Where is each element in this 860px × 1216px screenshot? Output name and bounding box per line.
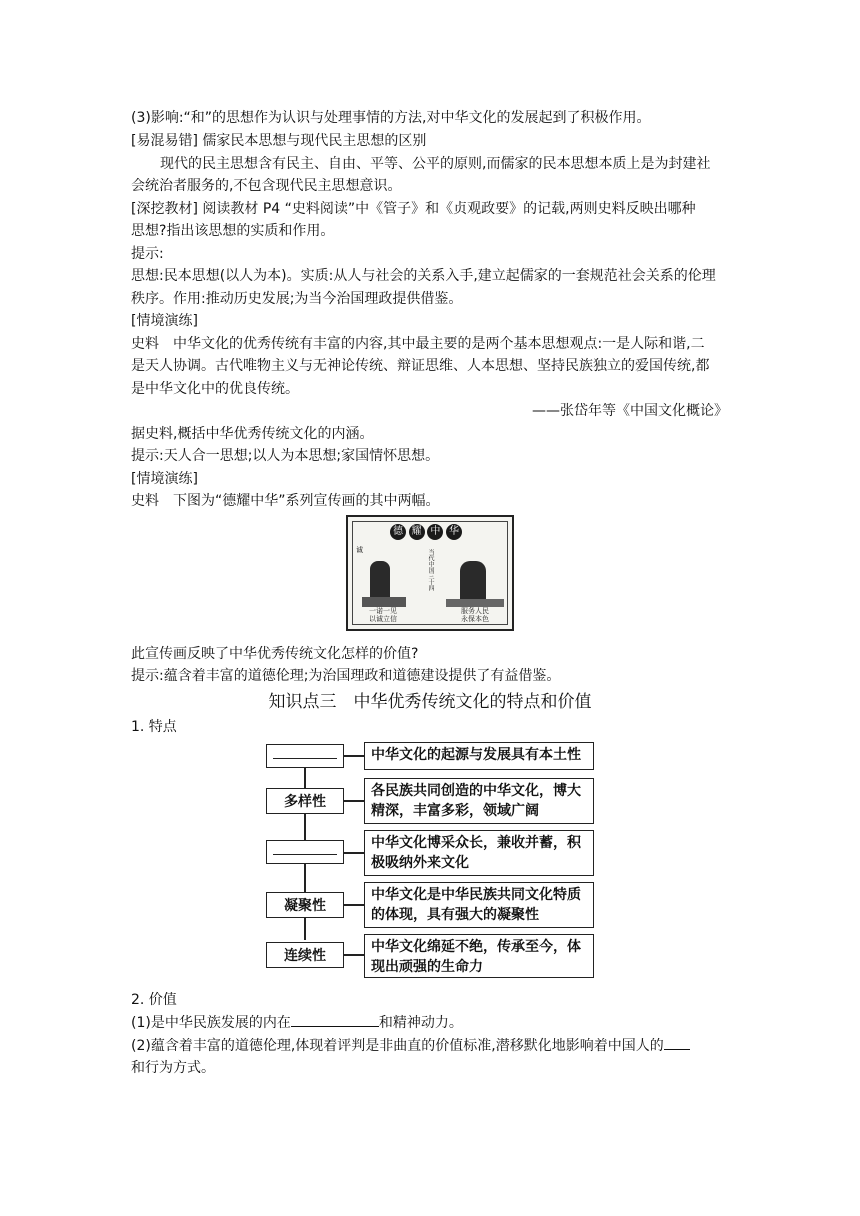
connector xyxy=(344,800,364,802)
paragraph-influence: (3)影响:“和”的思想作为认识与处理事情的方法,对中华文化的发展起到了积极作用。 xyxy=(131,110,651,126)
confusion-text-1: 现代的民主思想含有民主、自由、平等、公平的原则,而儒家的民本思想本质上是为封建社 xyxy=(160,156,711,172)
right-figure-base xyxy=(446,599,504,607)
banner-char: 耀 xyxy=(409,524,425,540)
connector xyxy=(344,904,364,906)
left-caption: 一诺一见 以诚立信 xyxy=(369,607,397,623)
feature-label-blank-1 xyxy=(266,744,344,768)
value-1-part-b: 和精神动力。 xyxy=(378,1015,463,1031)
right-caption: 服务人民 永保本色 xyxy=(461,607,489,623)
feature-label-blank-2 xyxy=(266,840,344,864)
hint-connotation: 提示:天人合一思想;以人为本思想;家国情怀思想。 xyxy=(131,448,440,464)
feature-desc-2: 各民族共同创造的中华文化，博大精深，丰富多彩，领域广阔 xyxy=(364,778,594,824)
source-text-2: 是天人协调。古代唯物主义与无神论传统、辩证思维、人本思想、坚持民族独立的爱国传统,都 xyxy=(131,358,710,374)
banner-char: 中 xyxy=(427,524,443,540)
poster-hint: 提示:蕴含着丰富的道德伦理;为治国理政和道德建设提供了有益借鉴。 xyxy=(131,668,561,684)
poster-banner xyxy=(390,521,462,545)
source-text-3: 是中华文化中的优良传统。 xyxy=(131,381,299,397)
poster-question: 此宣传画反映了中华优秀传统文化怎样的价值? xyxy=(131,646,419,662)
banner-char: 华 xyxy=(446,524,462,540)
value-1 xyxy=(131,1013,463,1033)
feature-label-continuity: 连续性 xyxy=(266,942,344,968)
value-2-cont: 和行为方式。 xyxy=(131,1060,215,1076)
banner-char: 德 xyxy=(390,524,406,540)
connector xyxy=(344,954,364,956)
feature-label-diversity: 多样性 xyxy=(266,788,344,814)
answer-1: 思想:民本思想(以人为本)。实质:从人与社会的关系入手,建立起儒家的一套规范社会关系的伦理 xyxy=(131,268,716,284)
fill-blank xyxy=(664,1037,690,1050)
left-figure-base xyxy=(362,597,406,607)
feature-label-cohesion: 凝聚性 xyxy=(266,892,344,918)
poster-center-text: 当代中国三十四 xyxy=(427,549,434,591)
poster-badge: 诚 xyxy=(356,546,363,554)
value-2 xyxy=(131,1036,690,1056)
confusion-text-2: 会统治者服务的,不包含现代民主思想意识。 xyxy=(131,178,402,194)
source-text-1: 史料 中华文化的优秀传统有丰富的内容,其中最主要的是两个基本思想观点:一是人际和谐,二 xyxy=(131,336,705,352)
citation: ——张岱年等《中国文化概论》 xyxy=(532,403,728,419)
value-1-part-a: (1)是中华民族发展的内在 xyxy=(131,1015,291,1031)
subheading-features: 1. 特点 xyxy=(131,719,177,735)
connector xyxy=(344,852,364,854)
textbook-question-2: 思想?指出该思想的实质和作用。 xyxy=(131,223,335,239)
feature-desc-5: 中华文化绵延不绝，传承至今，体现出顽强的生命力 xyxy=(364,934,594,978)
answer-2: 秩序。作用:推动历史发展;为当今治国理政提供借鉴。 xyxy=(131,291,463,307)
feature-desc-4: 中华文化是中华民族共同文化特质的体现，具有强大的凝聚性 xyxy=(364,882,594,928)
feature-desc-1: 中华文化的起源与发展具有本土性 xyxy=(364,742,594,770)
propaganda-poster-image xyxy=(346,515,514,631)
question-connotation: 据史料,概括中华优秀传统文化的内涵。 xyxy=(131,426,374,442)
feature-desc-3: 中华文化博采众长，兼收并蓄，积极吸纳外来文化 xyxy=(364,830,594,876)
scenario-heading-1: [情境演练] xyxy=(131,313,198,329)
textbook-question-1: [深挖教材] 阅读教材 P4 “史料阅读”中《管子》和《贞观政要》的记载,两则史料反映出哪种 xyxy=(131,201,696,217)
hint-label: 提示: xyxy=(131,246,164,262)
fill-blank xyxy=(291,1014,379,1027)
connector xyxy=(344,755,364,757)
value-2-part-a: (2)蕴含着丰富的道德伦理,体现着评判是非曲直的价值标准,潜移默化地影响着中国人的 xyxy=(131,1038,664,1054)
confusion-heading: [易混易错] 儒家民本思想与现代民主思想的区别 xyxy=(131,133,427,149)
scenario-heading-2: [情境演练] xyxy=(131,471,198,487)
poster-intro: 史料 下图为“德耀中华”系列宣传画的其中两幅。 xyxy=(131,493,440,509)
section-title: 知识点三 中华优秀传统文化的特点和价值 xyxy=(268,692,592,712)
subheading-value: 2. 价值 xyxy=(131,992,177,1008)
